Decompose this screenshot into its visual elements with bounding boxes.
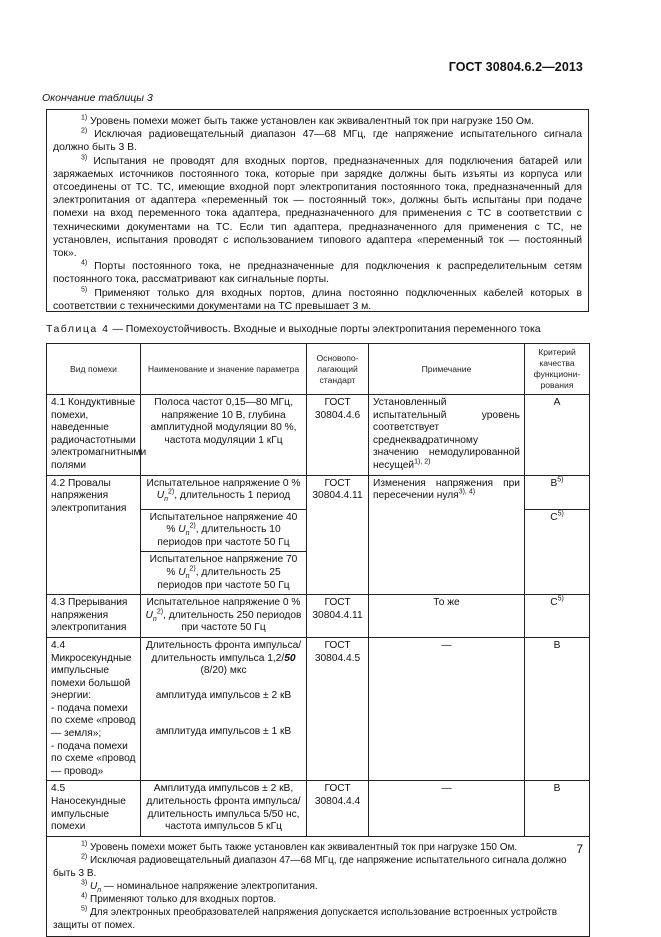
row-std: ГОСТ 30804.4.4 (307, 781, 369, 836)
table-row (47, 637, 590, 781)
footnote: $^{4)}$ Применяют только для входных портов. (81, 892, 277, 905)
row-type: 4.4 Микросекундные импульсные помехи большой энергии: - подача помехи по схеме «провод — земля»; - подача помехи по схеме «провод — провод» (47, 637, 141, 781)
row-param: Испытательное напряжение 0 % $U_n^{2)}$, длительность 1 период (141, 475, 307, 509)
col-header-crit: Критерий качества функциони-рования (525, 344, 590, 395)
row-crit: A (525, 395, 590, 476)
col-header-note: Примечание (369, 344, 525, 395)
row-param: Испытательное напряжение 40 % $U_n^{2)}$, длительность 10 периодов при частоте 50 Гц (141, 509, 307, 552)
row-crit: $C^{5)}$ (525, 595, 590, 638)
row-note: — (369, 637, 525, 781)
row-crit: B (525, 781, 590, 836)
row-crit: $C^{5)}$ (525, 509, 590, 595)
row-param: Длительность фронта импульса/длительность импульса 1,2/50 (8/20) мкс амплитуда импульсов ± 2 кВ амплитуда импульсов ± 1 кВ (141, 637, 307, 781)
row-param: Испытательное напряжение 70 % $U_n^{2)}$, длительность 25 периодов при частоте 50 Гц (141, 552, 307, 595)
page-number: 7 (576, 842, 583, 856)
footnote: $^{2)}$ Исключая радиовещательный диапазон 47—68 МГц, где напряжение испытательного сигнала должно быть 3 В. (53, 127, 582, 154)
row-crit: $B^{5)}$ (525, 475, 590, 509)
row-note: То же (369, 595, 525, 638)
footnote: $^{2)}$ Исключая радиовещательный диапазон 47—68 МГц, где напряжение испытательного сигнала должно быть 3 В. (53, 853, 567, 879)
row-std: ГОСТ 30804.4.11 (307, 475, 369, 595)
row-param: Амплитуда импульсов ± 2 кВ, длительность фронта импульса/длительность импульса 5/50 нс, частота импульсов 5 кГц (141, 781, 307, 836)
table-row (47, 395, 590, 476)
row-type: 4.2 Провалы напряжения электропитания (47, 475, 141, 595)
row-param: Полоса частот 0,15—80 МГц, напряжение 10 В, глубина амплитудной модуляции 80 %, частота модуляции 1 кГц (141, 395, 307, 476)
table4-footnotes (47, 836, 590, 936)
table4 (46, 343, 590, 937)
row-type: 4.5 Наносекундные импульсные помехи (47, 781, 141, 836)
row-note: — (369, 781, 525, 836)
table-continuation-label: Окончание таблицы 3 (42, 92, 153, 104)
row-type: 4.3 Прерывания напряжения электропитания (47, 595, 141, 638)
document-header: ГОСТ 30804.6.2—2013 (448, 60, 583, 74)
table-row (47, 781, 590, 836)
footnote: $^{1)}$ Уровень помехи может быть также установлен как эквивалентный ток при нагрузке 150 Ом. (81, 114, 534, 127)
col-header-type: Вид помехи (47, 344, 141, 395)
row-std: ГОСТ 30804.4.5 (307, 637, 369, 781)
col-header-param: Наименование и значение параметра (141, 344, 307, 395)
row-std: ГОСТ 30804.4.6 (307, 395, 369, 476)
row-type: 4.1 Кондуктивные помехи, наведенные радиочастотными электромагнитными полями (47, 395, 141, 476)
row-std: ГОСТ 30804.4.11 (307, 595, 369, 638)
table4-caption: Таблица 4 — Помехоустойчивость. Входные и выходные порты электропитания переменного тока (46, 323, 541, 335)
footnote: $^{5)}$ Для электронных преобразователей напряжения допускается использование встроенных устройств защиты от помех. (53, 905, 558, 931)
row-param: Испытательное напряжение 0 % $U_n^{2)}$, длительность 250 периодов при частоте 50 Гц (141, 595, 307, 638)
table-row (47, 475, 590, 509)
footnote: $^{3)}$ Испытания не проводят для входных портов, предназначенных для подключения батарей или заряжаемых источников постоянного тока, которые при зарядке должны быть изъяты из корпуса или отсоединены от ТС. ТС, имеющие входной порт электропитания постоянного тока, предназначенный для электропитания от адаптера «переменный ток — постоянный ток», должны быть испытаны при подаче помехи на вход переменного тока адаптера, предназначенного для применения с ТС в соответствии с техническими документами на ТС. Если тип адаптера, предназначенного для применения с ТС, не установлен, испытания проводят с использованием типового адаптера «переменный ток — постоянный ток». (53, 154, 582, 260)
table3-footnotes (46, 109, 589, 312)
col-header-std: Основопо-лагающий стандарт (307, 344, 369, 395)
row-note: Изменения напряжения при пересечении нуля$^{3), 4)}$ (369, 475, 525, 595)
table-row (47, 595, 590, 638)
row-note: Установленный испытательный уровень соответствует среднеквадратичному значению немодулированной несущей$^{1), 2)}$ (369, 395, 525, 476)
footnote: $^{5)}$ Применяют только для входных портов, длина постоянно подключенных кабелей которых в соответствии с техническими документами на ТС превышает 3 м. (53, 286, 582, 312)
footnote: $^{1)}$ Уровень помехи может быть также установлен как эквивалентный ток при нагрузке 150 Ом. (81, 840, 518, 853)
row-crit: B (525, 637, 590, 781)
footnote: $^{3)}$ $U_n$ — номинальное напряжение электропитания. (81, 879, 318, 894)
footnote: $^{4)}$ Порты постоянного тока, не предназначенные для подключения к распределительным сетям постоянного тока, рассматривают как сигнальные порты. (53, 259, 582, 286)
